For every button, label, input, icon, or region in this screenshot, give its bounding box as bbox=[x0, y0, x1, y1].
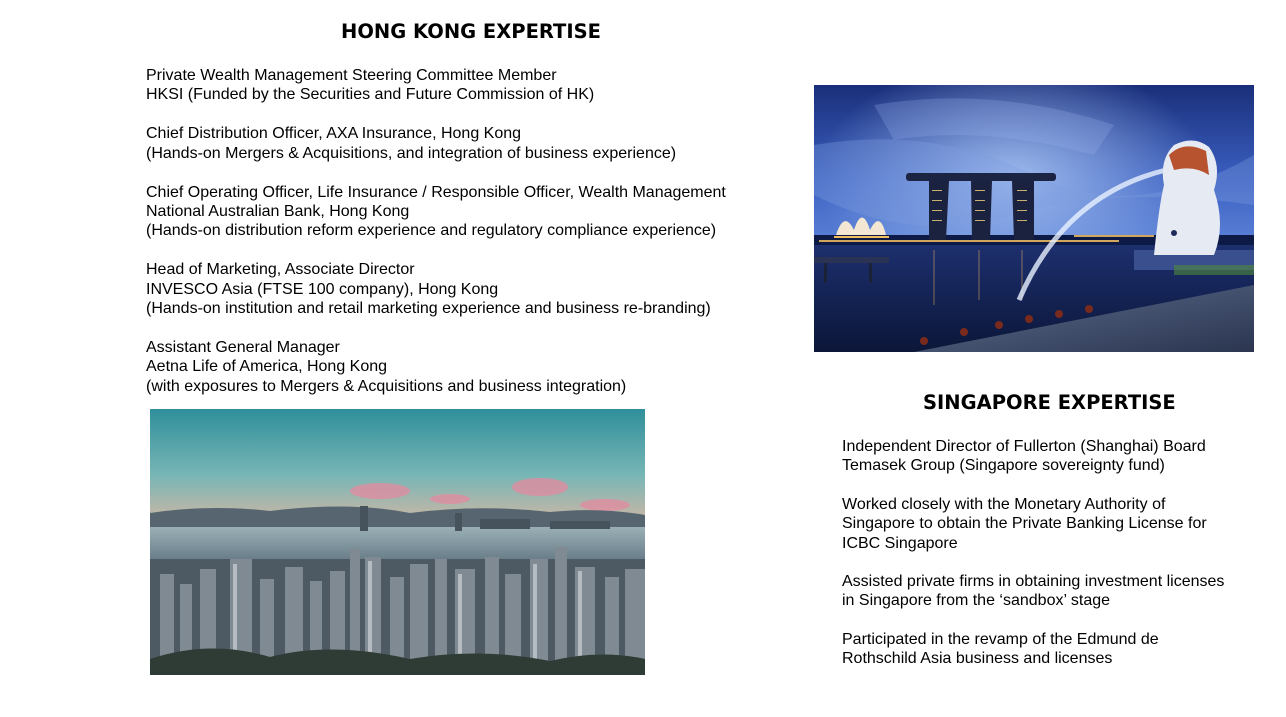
hong-kong-heading: HONG KONG EXPERTISE bbox=[341, 20, 601, 43]
sg-entry-line: Temasek Group (Singapore sovereignty fund) bbox=[842, 457, 1165, 475]
hk-entry-line: (with exposures to Mergers & Acquisitions and business integration) bbox=[146, 377, 627, 395]
hk-entry-line: Chief Operating Officer, Life Insurance / Responsible Officer, Wealth Management bbox=[146, 183, 726, 201]
hong-kong-experience-list bbox=[146, 66, 726, 416]
singapore-experience-list bbox=[842, 437, 1224, 688]
sg-entry-line: Worked closely with the Monetary Authority of bbox=[842, 495, 1166, 513]
singapore-heading: SINGAPORE EXPERTISE bbox=[923, 391, 1176, 414]
hk-entry-line: Private Wealth Management Steering Committee Member bbox=[146, 67, 557, 84]
sg-entry-line: Assisted private firms in obtaining investment licenses bbox=[842, 573, 1225, 591]
sg-entry-line: Rothschild Asia business and licenses bbox=[842, 650, 1113, 668]
hk-entry bbox=[146, 338, 726, 396]
singapore-skyline-photo bbox=[814, 85, 1254, 352]
hk-entry-line: Aetna Life of America, Hong Kong bbox=[146, 358, 388, 376]
hk-entry-line: (Hands-on institution and retail marketing experience and business re-branding) bbox=[146, 300, 711, 318]
sg-entry-line: Independent Director of Fullerton (Shanghai) Board bbox=[842, 438, 1206, 455]
sg-entry bbox=[842, 495, 1224, 553]
hk-entry bbox=[146, 66, 726, 105]
hk-entry-line: HKSI (Funded by the Securities and Future Commission of HK) bbox=[146, 86, 595, 104]
sg-entry-line: Singapore to obtain the Private Banking License for bbox=[842, 515, 1207, 533]
hk-entry-line: (Hands-on Mergers & Acquisitions, and integration of business experience) bbox=[146, 144, 677, 162]
hk-entry-line: Chief Distribution Officer, AXA Insurance, Hong Kong bbox=[146, 125, 522, 143]
hk-entry-line: INVESCO Asia (FTSE 100 company), Hong Kong bbox=[146, 280, 499, 298]
hong-kong-skyline-photo bbox=[150, 409, 645, 675]
sg-entry bbox=[842, 437, 1224, 476]
hk-entry-line: (Hands-on distribution reform experience and regulatory compliance experience) bbox=[146, 222, 717, 240]
sg-entry bbox=[842, 572, 1224, 611]
hk-entry-line: Head of Marketing, Associate Director bbox=[146, 261, 415, 279]
hk-entry-line: Assistant General Manager bbox=[146, 339, 340, 357]
sg-entry-line: in Singapore from the ‘sandbox’ stage bbox=[842, 592, 1111, 610]
hk-entry-line: National Australian Bank, Hong Kong bbox=[146, 203, 410, 221]
hk-entry bbox=[146, 260, 726, 318]
hk-entry bbox=[146, 183, 726, 241]
hk-entry bbox=[146, 124, 726, 163]
sg-entry-line: ICBC Singapore bbox=[842, 534, 958, 552]
sg-entry-line: Participated in the revamp of the Edmund de bbox=[842, 630, 1159, 648]
sg-entry bbox=[842, 630, 1224, 669]
